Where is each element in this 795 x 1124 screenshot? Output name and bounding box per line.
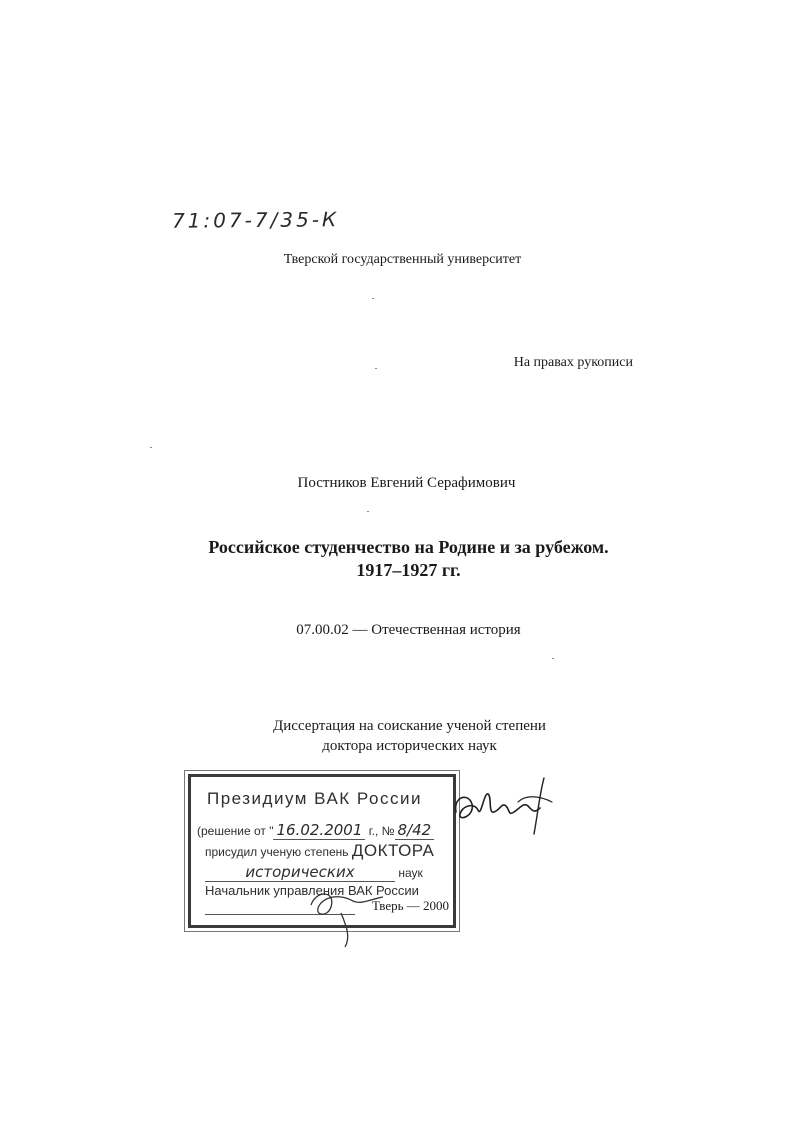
stamp-awarded-degree: ДОКТОРА <box>351 841 435 860</box>
scan-speck <box>367 511 369 512</box>
author-name: Постников Евгений Серафимович <box>297 475 516 491</box>
specialty-code: 07.00.02 — Отечественная история <box>296 622 521 638</box>
stamp-signature-scribble <box>301 885 421 955</box>
handwritten-signature <box>448 772 558 852</box>
university-name: Тверской государственный университет <box>283 252 522 267</box>
degree-line-2: доктора исторических наук <box>322 738 497 754</box>
stamp-decision-mid: г., № <box>365 824 395 838</box>
degree-line-1: Диссертация на соискание ученой степени <box>273 718 546 734</box>
stamp-field-handwritten: исторических <box>205 863 395 882</box>
stamp-awarded-prefix: присудил ученую степень <box>205 845 352 859</box>
title-line-2: 1917–1927 гг. <box>356 560 461 580</box>
stamp-decision-prefix: (решение от " <box>197 824 274 838</box>
scan-speck <box>372 298 374 299</box>
stamp-decision-date: 16.02.2001 <box>273 821 365 840</box>
handwritten-archive-code: 71:07-7/35-К <box>171 207 340 233</box>
manuscript-rights-note: На правах рукописи <box>513 355 633 370</box>
city-year: Тверь — 2000 <box>372 898 450 913</box>
stamp-awarded-line <box>205 841 434 861</box>
scan-speck <box>375 368 377 369</box>
stamp-decision-line <box>197 821 434 839</box>
degree-statement <box>0 716 795 756</box>
title-line-1: Российское студенчество на Родине и за рубежом. <box>208 537 609 557</box>
scan-speck <box>150 447 152 448</box>
scan-speck <box>552 658 554 659</box>
dissertation-title <box>0 536 795 582</box>
stamp-field-line <box>205 863 423 882</box>
stamp-decision-number: 8/42 <box>395 821 435 840</box>
stamp-field-suffix: наук <box>395 866 423 880</box>
stamp-title: Президиум ВАК России <box>207 789 422 808</box>
stamp-head-line: Начальник управления ВАК России <box>205 883 419 898</box>
